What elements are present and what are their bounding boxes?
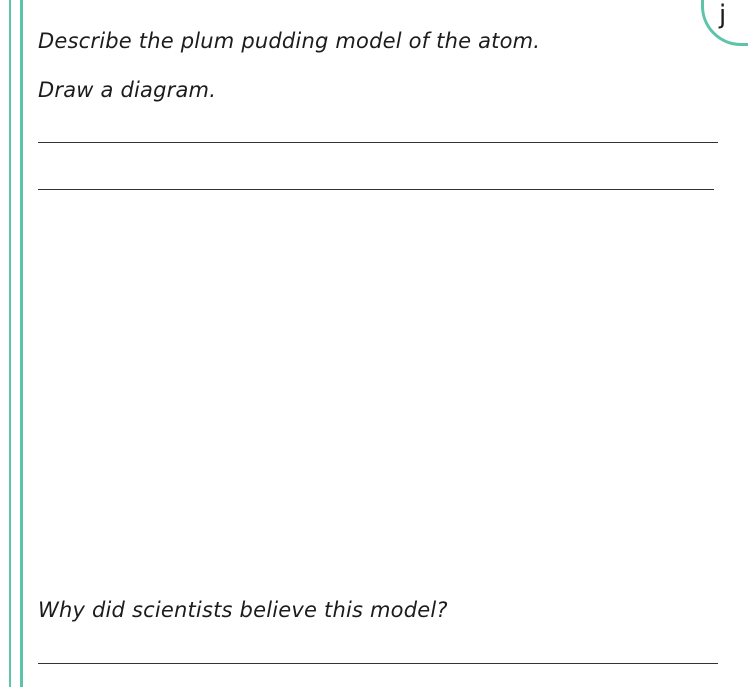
question-describe-model: Describe the plum pudding model of the atom. [38,29,541,53]
question-why-believe: Why did scientists believe this model? [38,598,448,622]
diagram-drawing-area[interactable] [38,200,718,585]
instruction-draw-diagram: Draw a diagram. [38,78,217,102]
answer-line-1[interactable] [38,142,718,143]
answer-line-2[interactable] [38,189,714,190]
answer-line-3[interactable] [38,663,718,664]
card-corner-label: j [719,0,727,30]
previous-card-edge [0,0,11,687]
